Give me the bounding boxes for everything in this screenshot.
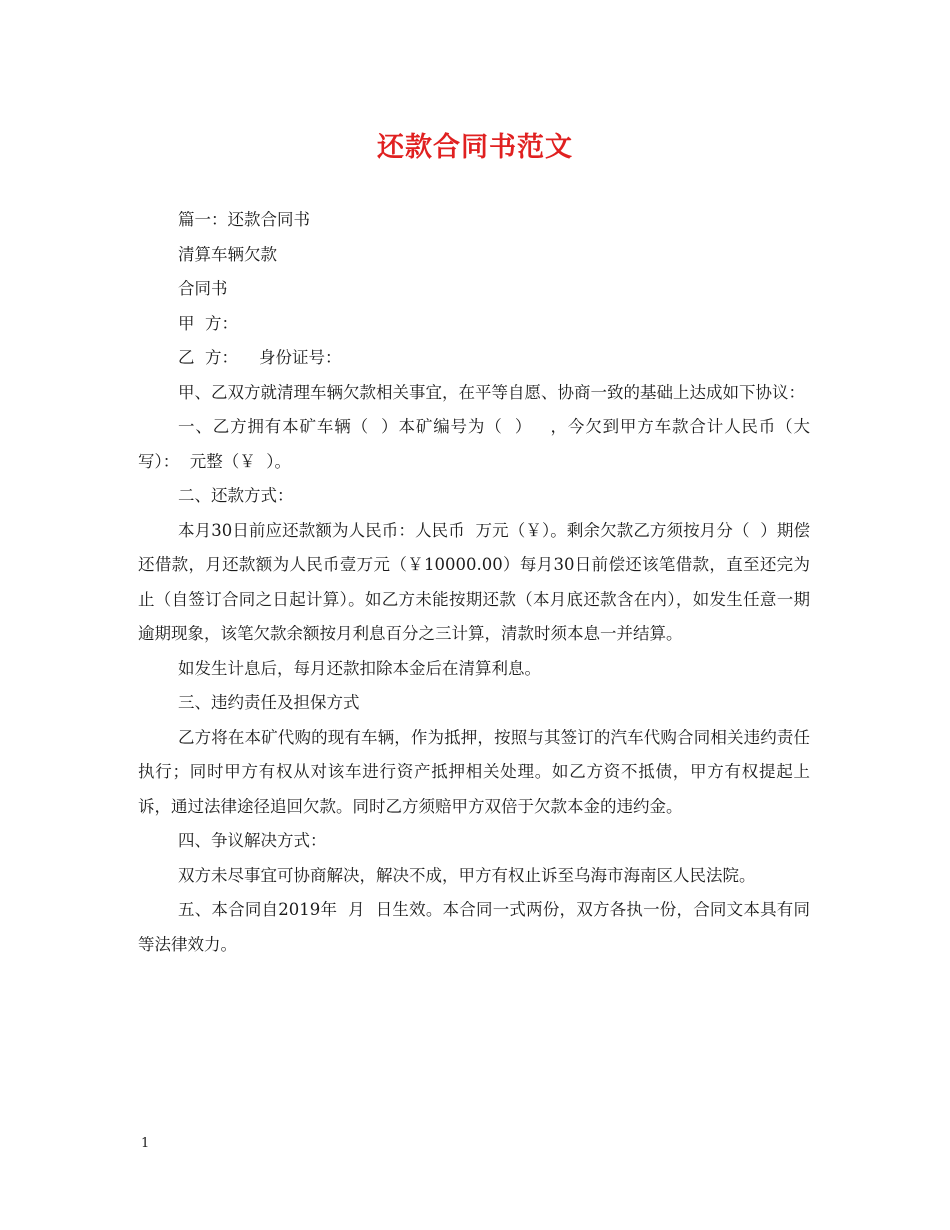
header-line-contract: 合同书 bbox=[178, 279, 228, 298]
document-title: 还款合同书范文 bbox=[377, 132, 573, 163]
paragraph-preamble: 甲、乙双方就清理车辆欠款相关事宜，在平等自愿、协商一致的基础上达成如下协议： bbox=[178, 382, 805, 402]
header-line-section: 篇一：还款合同书 bbox=[178, 210, 310, 229]
paragraph-interest-note: 如发生计息后，每月还款扣除本金后在清算利息。 bbox=[178, 658, 541, 678]
document-body bbox=[138, 203, 810, 962]
paragraph-clause-5: 五、本合同自2019年 月 日生效。本合同一式两份，双方各执一份，合同文本具有同等法律效力。 bbox=[138, 900, 810, 954]
header-line-subject: 清算车辆欠款 bbox=[178, 244, 277, 264]
paragraph-breach-terms: 乙方将在本矿代购的现有车辆，作为抵押，按照与其签订的汽车代购合同相关违约责任执行；同时甲方有权从对该车进行资产抵押相关处理。如乙方资不抵债，甲方有权提起上诉，通过法律途径追回欠款。同时乙方须赔甲方双倍于欠款本金的违约金。 bbox=[138, 727, 810, 816]
paragraph-clause-1: 一、乙方拥有本矿车辆（ ）本矿编号为（ ） ，今欠到甲方车款合计人民币（大写）： 元整（￥ ）。 bbox=[138, 417, 810, 471]
paragraph-repayment-terms: 本月30日前应还款额为人民币：人民币 万元（￥）。剩余欠款乙方须按月分（ ）期偿还借款，月还款额为人民币壹万元（￥10000.00）每月30日前偿还该笔借款，直至还完为止（自签订合同之日起计算）。如乙方未能按期还款（本月底还款含在内），如发生任意一期逾期现象，该笔欠款余额按月利息百分之三计算，清款时须本息一并结算。 bbox=[138, 520, 810, 643]
paragraph-clause-2-heading: 二、还款方式： bbox=[178, 486, 294, 505]
page-number: 1 bbox=[141, 1136, 150, 1151]
paragraph-clause-3-heading: 三、违约责任及担保方式 bbox=[178, 693, 360, 712]
paragraph-dispute-terms: 双方未尽事宜可协商解决，解决不成，甲方有权止诉至乌海市海南区人民法院。 bbox=[178, 865, 756, 885]
header-line-party-b: 乙 方： 身份证号： bbox=[178, 348, 342, 367]
header-line-party-a: 甲 方： bbox=[178, 313, 238, 333]
paragraph-clause-4-heading: 四、争议解决方式： bbox=[178, 831, 327, 850]
